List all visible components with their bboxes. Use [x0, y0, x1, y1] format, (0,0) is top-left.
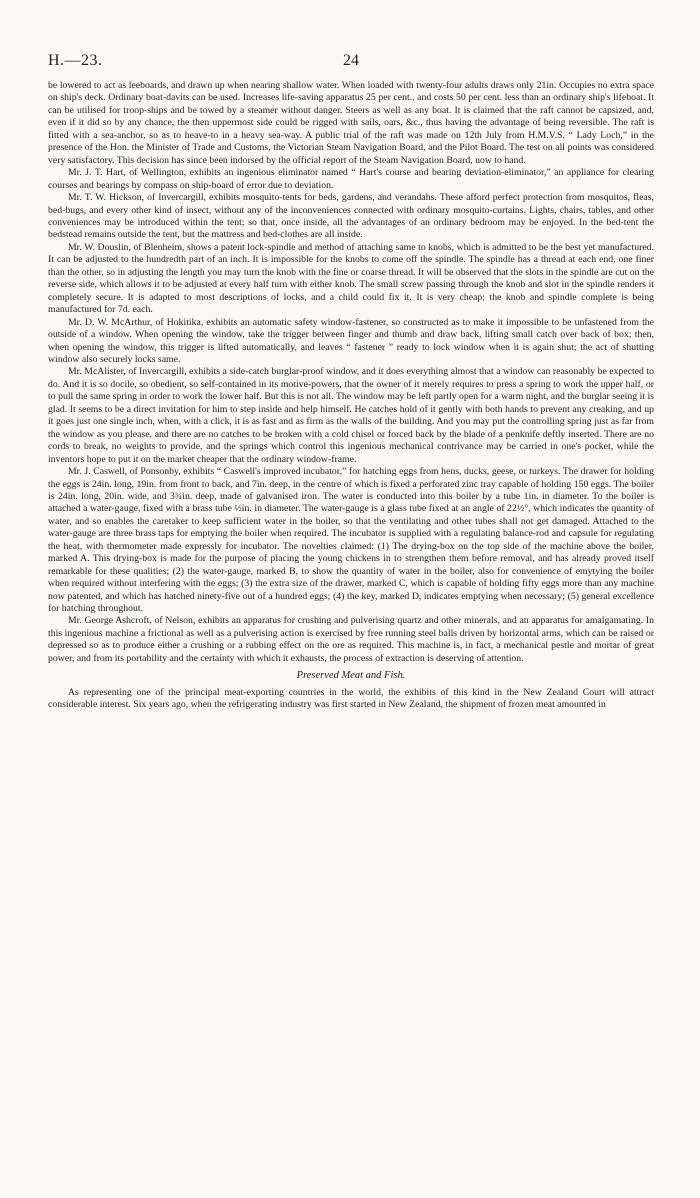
page-header	[48, 52, 654, 80]
paragraph-mcalister-window: Mr. McAlister, of Invercargill, exhibits a side-catch burglar-proof window, and it does everything almost that a window can reasonably be expected to do. And it is so docile, so obedient, so self-contained in its motive-powers, that the owner of it merely requires to press a spring to work the upper half, or to pull the same spring in order to work the lower half. But this is not all. The window may be left partly open for a warm night, and the burglar seeing it is glad. It seems to be a direct invitation for him to step inside and help himself. He catches hold of it gently with both hands to prevent any creaking, and up it goes just one single inch, when, with a click, it is as fast and as firm as the walls of the building. And you may put the controlling spring just as far from the window as you please, and there are no catches to be broken with a cold chisel or forced back by the blade of a penknife deftly inserted. There are no cords to break, no weights to provide, and the springs which control this ingenious mechanical contrivance may be carried in one's pocket, while the inventors hope to put it on the market cheaper that the ordinary window-frame.	[48, 366, 654, 465]
paragraph-hart-eliminator: Mr. J. T. Hart, of Wellington, exhibits an ingenious eliminator named “ Hart's course and bearing deviation-eliminator,” an appliance for clearing courses and bearings by compass on ship-board of error due to deviation.	[48, 167, 654, 191]
paragraph-ashcroft-crusher: Mr. George Ashcroft, of Nelson, exhibits an apparatus for crushing and pulverising quartz and other minerals, and an apparatus for amalgamating. In this ingenious machine a frictional as well as a pulverising action is exercised by free running steel balls driven by horizontal arms, which can be raised or depressed so as to produce either a crushing or a rubbing effect on the ore as required. This machine is, in fact, a mechanical pestle and mortar of great power, and from its portability and the certainty with which it exhausts, the process of extraction is deserving of attention.	[48, 615, 654, 664]
document-reference: H.—23.	[48, 52, 103, 69]
paragraph-meat-exports: As representing one of the principal meat-exporting countries in the world, the exhibits of this kind in the New Zealand Court will attract considerable interest. Six years ago, when the refrigerating industry was first started in New Zealand, the shipment of frozen meat amounted in	[48, 686, 654, 711]
section-heading: Preserved Meat and Fish.	[296, 670, 406, 682]
paragraph-hickson-mosquito-tents: Mr. T. W. Hickson, of Invercargill, exhibits mosquito-tents for beds, gardens, and verandahs. These afford perfect protection from mosquitos, fleas, bed-bugs, and every other kind of insect, without any of the inconveniences connected with ordinary mosquito-curtains. Lights, chairs, tables, and other conveniences may be introduced within the tent; so that, once inside, all the advantages of an ordinary bedroom may be enjoyed. In the bed-tent the bedstead remains outside the tent, but the mattress and bed-clothes are all inside.	[48, 192, 654, 241]
paragraph-mcarthur-window-fastener: Mr. D. W. McArthur, of Hokitika, exhibits an automatic safety window-fastener, so constructed as to make it impossible to be unfastened from the outside of a window. When opening the window, take the trigger between finger and thumb and draw back, lifting small catch over back of box; then, when opening the window, this trigger is lifted automatically, and leaves “ fastener ” ready to lock window when it is again shut; the act of shutting window also securely locks same.	[48, 316, 654, 365]
paragraph-douslin-lock-spindle: Mr. W. Douslin, of Blenheim, shows a patent lock-spindle and method of attaching same to knobs, which is admitted to be the best yet manufactured. It can be adjusted to the hundredth part of an inch. It is impossible for the knobs to come off the spindle. The spindle has a thread at each end, one finer than the other, so in adjusting the length you may turn the knob with the fine or coarse thread. It will be observed that the slots in the spindle are cut on the reverse side, which allows it to be adjusted at every half turn with either knob. The small screw passing through the knob and slot in the spindle renders it completely secure. It is adapted to most descriptions of locks, and a child could fix it. It is very cheap; the knob and spindle complete is being manufactured for 7d. each.	[48, 241, 654, 316]
paragraph-caswell-incubator: Mr. J. Caswell, of Ponsonby, exhibits “ Caswell's improved incubator,” for hatching eggs from hens, ducks, geese, or turkeys. The drawer for holding the eggs is 24in. long, 19in. from front to back, and 7in. deep, in the centre of which is fixed a perforated zinc tray capable of holding 150 eggs. The boiler is 24in. long, 20in. wide, and 3¾in. deep, made of galvanised iron. The water is conducted into this boiler by a tube 1in. in diameter. To the boiler is attached a water-gauge, fixed with a brass tube ½in. in diameter. The water-gauge is a glass tube fixed at an angle of 22½°, which indicates the quantity of water, and so enables the caretaker to keep sufficient water in the boiler, so that the ventilating and other tubes shall not get damaged. Attached to the water-gauge are three brass taps for emptying the boiler when required. The incubator is supplied with a regulating balance-rod and capsule for regulating the heat, with thermometer made expressly for incubator. The novelties claimed: (1) The drying-box on the top side of the machine above the boiler, marked A. This drying-box is made for the purpose of placing the young chickens in to strengthen them before removal, and has already proved itself remarkable for these qualities; (2) the water-gauge, marked B, to show the quantity of water in the boiler, also for convenience of emytying the boiler when required without interfering with the eggs; (3) the extra size of the drawer, marked C, which is capable of holding fifty eggs more than any machine now patented, and which has hatched ninety-five out of a hundred eggs; (4) the key, marked D, indicates emptying when necessary; (5) general excellence for hatching throughout.	[48, 466, 654, 615]
paragraph-raft-continued: be lowered to act as leeboards, and drawn up when nearing shallow water. When loaded with twenty-four adults draws only 21in. Occupies no extra space on ship's deck. Ordinary boat-davits can be used. Increases life-saving apparatus 25 per cent., and costs 50 per cent. less than an ordinary ship's lifeboat. It can be utilised for troop-ships and be towed by a steamer without danger. Steers as well as any boat. It is claimed that the raft cannot be capsized, and, even if it did so by any chance, the then uppermost side could be rigged with sails, oars, &c., thus having the advantage of being reversible. The raft is fitted with a sea-anchor, so as to heave-to in a heavy sea-way. A public trial of the raft was made on 12th July from H.M.V.S. “ Lady Loch,” in the presence of the Hon. the Minister of Trade and Customs, the Victorian Steam Navigation Board, and the Pilot Board. The test on all points was considered very satisfactory. This decision has since been indorsed by the official report of the Steam Navigation Board, now to hand.	[48, 80, 654, 166]
body-text	[48, 80, 654, 712]
page-number: 24	[343, 52, 359, 69]
